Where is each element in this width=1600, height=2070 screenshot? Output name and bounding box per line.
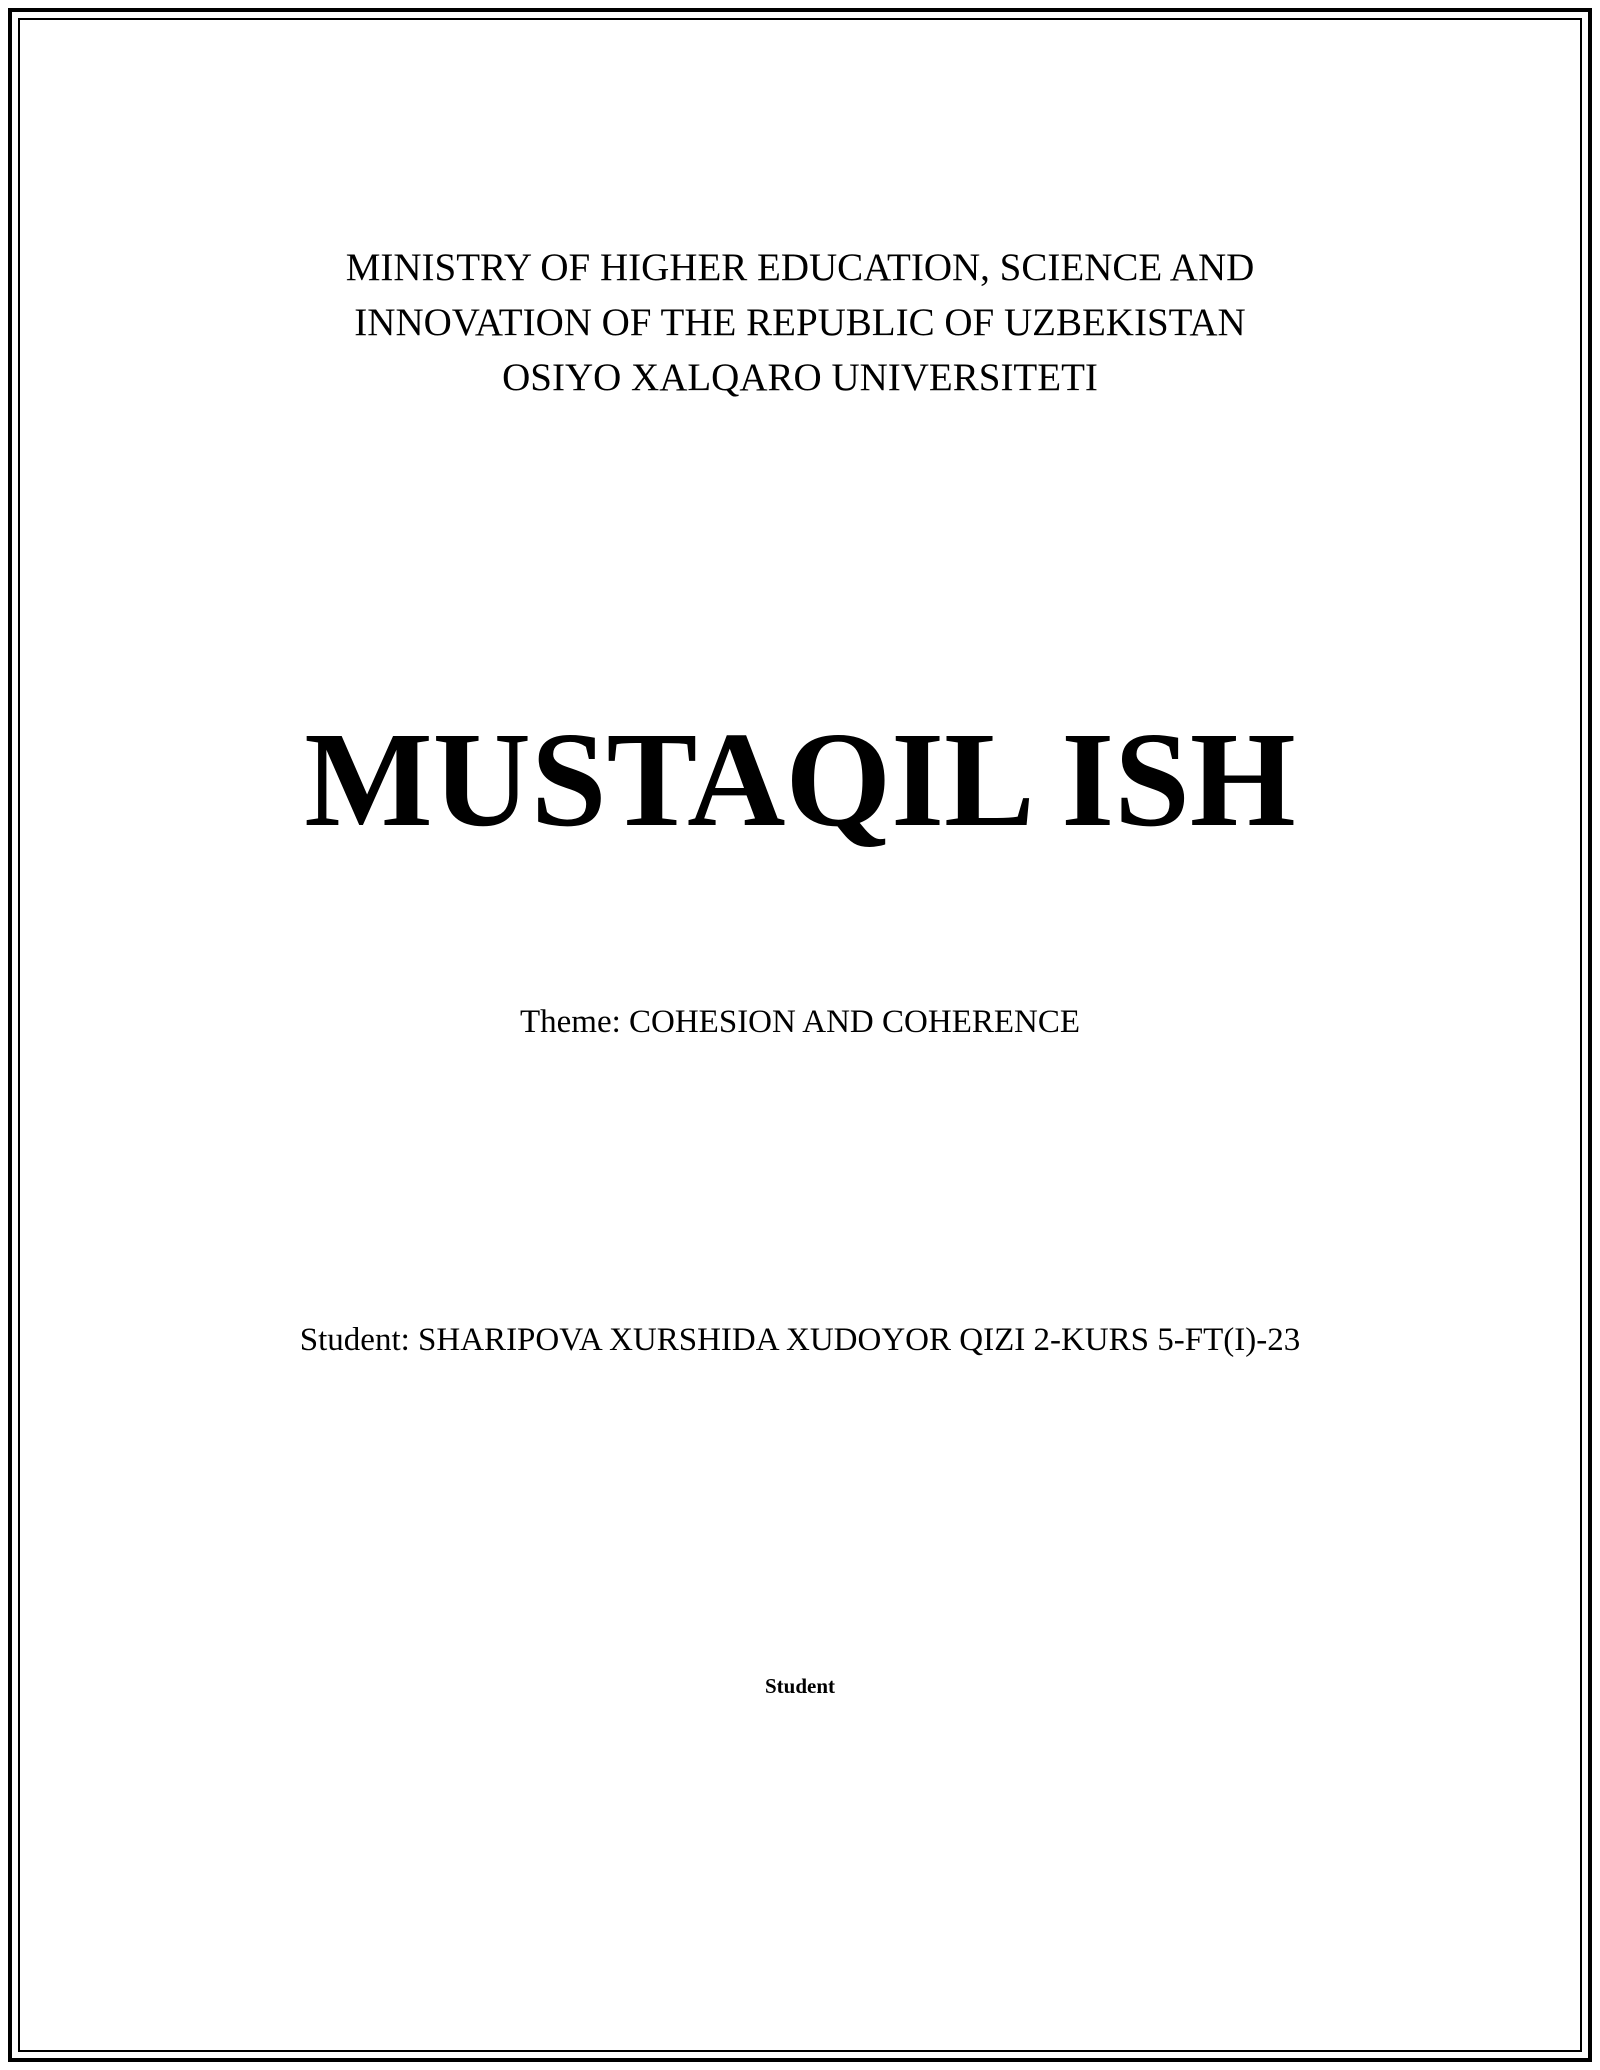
student-info-line: Student: SHARIPOVA XURSHIDA XUDOYOR QIZI 2-KURS 5-FT(I)-23 (299, 1322, 1301, 1358)
student-label: Student (764, 1674, 836, 1698)
header-line-2: INNOVATION OF THE REPUBLIC OF UZBEKISTAN (354, 301, 1246, 344)
document-title: MUSTAQIL ISH (304, 705, 1296, 855)
header-line-3: OSIYO XALQARO UNIVERSITETI (502, 356, 1098, 399)
header-line-1: MINISTRY OF HIGHER EDUCATION, SCIENCE AND (345, 246, 1255, 289)
ministry-header (0, 240, 1600, 405)
theme-line: Theme: COHESION AND COHERENCE (519, 1004, 1081, 1040)
